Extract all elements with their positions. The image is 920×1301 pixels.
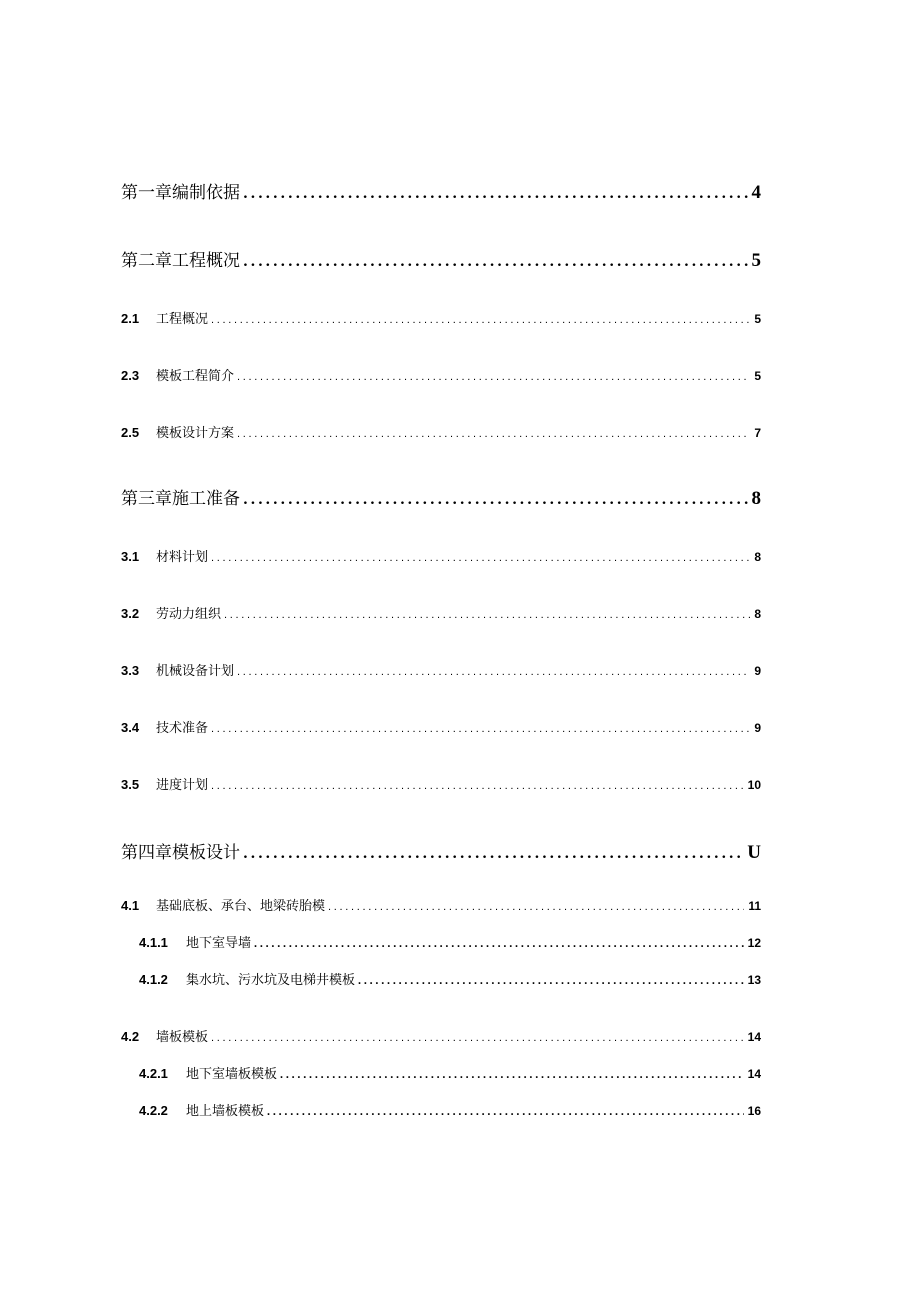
toc-entry-chapter-2[interactable]	[121, 246, 761, 272]
toc-entry-title: 地下室导墙	[186, 936, 252, 951]
toc-entry-chapter-4[interactable]	[121, 838, 761, 864]
toc-entry-page: 9	[754, 721, 761, 735]
toc-dot-leader	[267, 1104, 744, 1119]
toc-entry-title: 第三章施工准备	[121, 489, 240, 509]
toc-dot-leader	[237, 666, 750, 678]
toc-dot-leader	[254, 936, 744, 951]
toc-entry-title: 第二章工程概况	[121, 251, 240, 271]
toc-dot-leader	[280, 1067, 744, 1082]
toc-dot-leader	[211, 723, 750, 735]
toc-entry-number: 4.1.2	[139, 972, 168, 987]
toc-entry-title: 机械设备计划	[156, 664, 235, 679]
toc-dot-leader	[211, 780, 744, 792]
toc-dot-leader	[237, 371, 750, 383]
toc-entry-title: 集水坑、污水坑及电梯井模板	[186, 973, 356, 988]
toc-entry-number: 3.5	[121, 777, 140, 792]
toc-entry-page: 8	[754, 550, 761, 564]
toc-entry-title: 第一章编制依据	[121, 183, 240, 203]
toc-entry-section-3-5[interactable]	[121, 774, 761, 793]
toc-entry-title: 模板工程简介	[156, 369, 235, 384]
toc-dot-leader	[358, 973, 744, 988]
toc-entry-chapter-3[interactable]	[121, 484, 761, 510]
toc-entry-page: 12	[747, 936, 761, 950]
toc-entry-number: 3.4	[121, 720, 140, 735]
toc-dot-leader	[237, 428, 750, 440]
toc-entry-number: 4.1.1	[139, 935, 168, 950]
toc-entry-number: 2.1	[121, 311, 140, 326]
toc-entry-title: 工程概况	[156, 312, 209, 327]
toc-entry-section-4-2[interactable]	[121, 1026, 761, 1045]
toc-entry-section-3-1[interactable]	[121, 546, 761, 565]
toc-entry-page: 5	[754, 312, 761, 326]
toc-entry-page: 8	[751, 488, 761, 509]
toc-entry-page: 10	[747, 778, 761, 792]
toc-entry-number: 3.1	[121, 549, 140, 564]
toc-entry-subsection-4-1-2[interactable]	[139, 969, 761, 988]
toc-dot-leader	[328, 901, 744, 913]
toc-entry-page: 14	[747, 1067, 761, 1081]
toc-dot-leader	[243, 492, 748, 508]
toc-entry-title: 基础底板、承台、地梁砖胎模	[156, 899, 326, 914]
toc-entry-page: U	[747, 842, 761, 863]
toc-entry-subsection-4-2-1[interactable]	[139, 1063, 761, 1082]
toc-entry-page: 9	[754, 664, 761, 678]
toc-entry-page: 5	[754, 369, 761, 383]
toc-entry-page: 5	[751, 250, 761, 271]
toc-dot-leader	[211, 552, 750, 564]
toc-entry-page: 7	[754, 426, 761, 440]
toc-entry-section-3-3[interactable]	[121, 660, 761, 679]
toc-entry-number: 2.5	[121, 425, 140, 440]
toc-entry-page: 4	[751, 182, 761, 203]
toc-entry-title: 劳动力组织	[156, 607, 222, 622]
toc-entry-title: 进度计划	[156, 778, 209, 793]
toc-entry-section-2-1[interactable]	[121, 308, 761, 327]
toc-entry-title: 技术准备	[156, 721, 209, 736]
toc-entry-number: 4.2.1	[139, 1066, 168, 1081]
toc-entry-page: 14	[747, 1030, 761, 1044]
toc-entry-number: 3.3	[121, 663, 140, 678]
toc-entry-title: 墙板模板	[156, 1030, 209, 1045]
toc-entry-section-2-5[interactable]	[121, 422, 761, 441]
toc-dot-leader	[224, 609, 750, 621]
toc-entry-number: 3.2	[121, 606, 140, 621]
toc-entry-section-2-3[interactable]	[121, 365, 761, 384]
toc-entry-title: 第四章模板设计	[121, 843, 240, 863]
toc-dot-leader	[243, 254, 748, 270]
toc-entry-section-4-1[interactable]	[121, 895, 761, 914]
toc-entry-page: 11	[748, 899, 761, 913]
toc-entry-title: 模板设计方案	[156, 426, 235, 441]
toc-entry-number: 4.2.2	[139, 1103, 168, 1118]
toc-dot-leader	[211, 1032, 744, 1044]
toc-entry-subsection-4-2-2[interactable]	[139, 1100, 761, 1119]
toc-entry-chapter-1[interactable]	[121, 178, 761, 204]
toc-entry-page: 8	[754, 607, 761, 621]
toc-entry-section-3-2[interactable]	[121, 603, 761, 622]
toc-dot-leader	[243, 846, 743, 862]
toc-entry-number: 2.3	[121, 368, 140, 383]
toc-entry-page: 16	[747, 1104, 761, 1118]
toc-entry-title: 地下室墙板模板	[186, 1067, 278, 1082]
toc-entry-title: 地上墙板模板	[186, 1104, 265, 1119]
toc-entry-number: 4.1	[121, 898, 140, 913]
toc-entry-section-3-4[interactable]	[121, 717, 761, 736]
toc-dot-leader	[243, 186, 748, 202]
toc-entry-number: 4.2	[121, 1029, 140, 1044]
toc-entry-title: 材料计划	[156, 550, 209, 565]
toc-entry-subsection-4-1-1[interactable]	[139, 932, 761, 951]
toc-dot-leader	[211, 314, 750, 326]
toc-entry-page: 13	[747, 973, 761, 987]
